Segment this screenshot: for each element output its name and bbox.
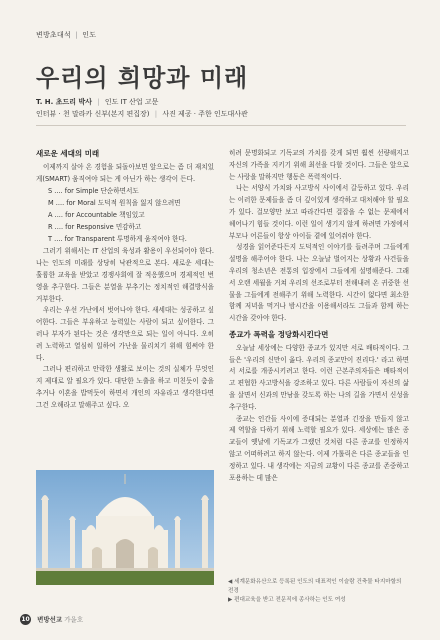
byline-bar: | xyxy=(154,110,158,118)
paragraph: 우리는 우선 가난에서 벗어나야 한다. 새세대는 성공하고 싶어한다. 그들은 부유하고 능력있는 사람이 되고 싶어한다. 그러나 부자가 된다는 것은 생각만으로 되는 일이 아니다. 오히려 노력하고 열심히 일하여 가난을 물리치기 위해 힘써야 한다. xyxy=(36,306,214,362)
section-tag xyxy=(36,30,96,40)
taj-mahal-photo xyxy=(36,470,214,585)
author-line xyxy=(36,96,248,108)
smart-item: M .... for Moral 도덕적 원칙을 잃지 않으려면 xyxy=(48,199,181,208)
article-title: 우리의 희망과 미래 xyxy=(36,63,249,92)
caption-line: ▶ 편대교육을 받고 전문직에 종사하는 인도 여성 xyxy=(228,597,346,603)
title-rule xyxy=(36,125,406,126)
section-heading: 새로운 세대의 미래 xyxy=(36,149,100,158)
byline-bar: | xyxy=(97,98,100,106)
issue-name: 가을호 xyxy=(64,615,84,624)
smart-item: T .... for Transparent 투명하게 움직여야 한다. xyxy=(48,234,187,243)
right-column xyxy=(229,148,409,484)
paragraph: 성경을 읽어준다든지 도덕적인 이야기를 들려주며 그들에게 설명을 해주어야 한다. 나는 오늘날 벌어지는 상황과 사건들을 우리의 청소년은 전통의 입장에서 그들에게 설명해준다. 그래서 오랜 세월을 거쳐 우리의 선조로부터 전해내려 온 귀중한 선물을 그들에게 전해주기 위해 노력한다. 시간이 없다면 최소한 함께 저녁을 먹거나 밤시간을 이용해서라도 그들과 함께 하는 시간을 갖아야 한다. xyxy=(229,243,409,323)
paragraph: 그러나 편리하고 안락한 생활로 보이는 것의 실체가 무엇인지 제대로 알 필요가 있다. 대단한 노출을 하고 미친듯이 춤을 추거나 이혼을 밥먹듯이 하면서 개인의 자유라고 생각한다면 그건 오해라고 말해주고 싶다. 오 xyxy=(36,365,214,409)
credit-line xyxy=(36,108,248,120)
paragraph: 종교는 인간들 사이에 증대되는 분열과 긴장을 만들지 않고 제 역할을 다하기 위해 노력할 필요가 있다. 세상에는 많은 종교들이 옛날에 기독교가 그랬던 것처럼 다른 종교를 인정하지 않고 어떠하려고 하지 않는다. 이제 가톨릭은 다른 종교들을 인정하고 있다. 내 생각에는 지금의 교황이 다른 종교를 존중하고 포용하는 데 많은 xyxy=(229,414,409,482)
taj-mahal-illustration xyxy=(36,470,214,585)
byline xyxy=(36,96,248,120)
paragraph: 오늘날 세상에는 다양한 종교가 있지만 서로 배타적이다. 그들은 '우리의 신만이 옳다. 우리의 종교만이 진리다.' 라고 하면서 서로를 개종시키려고 한다. 이런 근본주의자들은 배타적이고 편협한 사고방식을 강조하고 있다. 다른 사람들이 자신의 삶을 살면서 신과의 만남을 갖도록 하는 나의 길을 가면서 신성을 추구한다. xyxy=(229,343,409,411)
header-separator: | xyxy=(75,31,78,39)
smart-item: S .... for Simple 단순하면서도 xyxy=(48,187,139,196)
paragraph: 나는 서양식 가치와 사고방식 사이에서 갈등하고 있다. 우리는 이러한 문제들을 좀 더 깊이있게 생각하고 대처해야 할 필요가 있다. 걸모양만 보고 따라간다면 걸잡을 수 없는 문제에서 헤어나기 힘들 것이다. 이런 일이 생기지 않게 하려면 가정에서 부모나 어른들이 항상 아이들 곁에 있어줘야 한다. xyxy=(229,184,409,240)
page-footer xyxy=(20,614,83,625)
photo-credit: 사진 제공 · 주한 인도대사관 xyxy=(162,110,248,118)
section-heading: 종교가 폭력을 정당화시킨다면 xyxy=(229,329,329,339)
caption-line: ◀ 세계문화유산으로 등록된 인도의 대표적인 이슬람 건축물 타지마할의 전경 xyxy=(228,579,402,594)
smart-item: R .... for Responsive 민감하고 xyxy=(48,222,142,231)
page-number: 10 xyxy=(21,616,30,623)
photo-caption xyxy=(228,578,408,605)
paragraph: 그러기 위해서는 IT 산업의 육성과 활용이 우선되어야 한다. 나는 인도의 미래를 상당히 낙관적으로 본다. 새로운 세대는 훌륭한 교육을 받았고 경쟁사회에 잘 적응했으며 경제적인 번영을 추구한다. 그들은 분열을 부추기는 정치적인 해결방식을 거부한다. xyxy=(36,247,214,303)
paragraph: 이제까지 살아 온 경험을 되돌아보면 앞으로는 좀 더 재치있게(SMART) 움직여야 되는 게 아닌가 하는 생각이 든다. xyxy=(36,162,214,183)
smart-list xyxy=(48,186,214,245)
region-name: 인도 xyxy=(82,31,97,39)
author-name: T. H. 초드리 박사 xyxy=(36,98,93,106)
author-role: 인도 IT 산업 고문 xyxy=(104,98,159,106)
left-column xyxy=(36,148,214,412)
magazine-name: 변방선교 xyxy=(37,615,63,624)
smart-item: A .... for Accountable 책임있고 xyxy=(48,210,145,219)
interviewer-credit: 인터뷰 · 천 말라카 신부(본지 편집장) xyxy=(36,110,150,118)
paragraph: 히려 문명화되고 기독교의 가치를 갖게 되면 훨씬 선량해지고 자신의 가족을 지키기 위해 최선을 다할 것이다. 그들은 앞으로는 사랑을 말하지만 행동은 폭력적이다. xyxy=(229,149,409,181)
series-name: 변방초대석 xyxy=(36,31,71,39)
